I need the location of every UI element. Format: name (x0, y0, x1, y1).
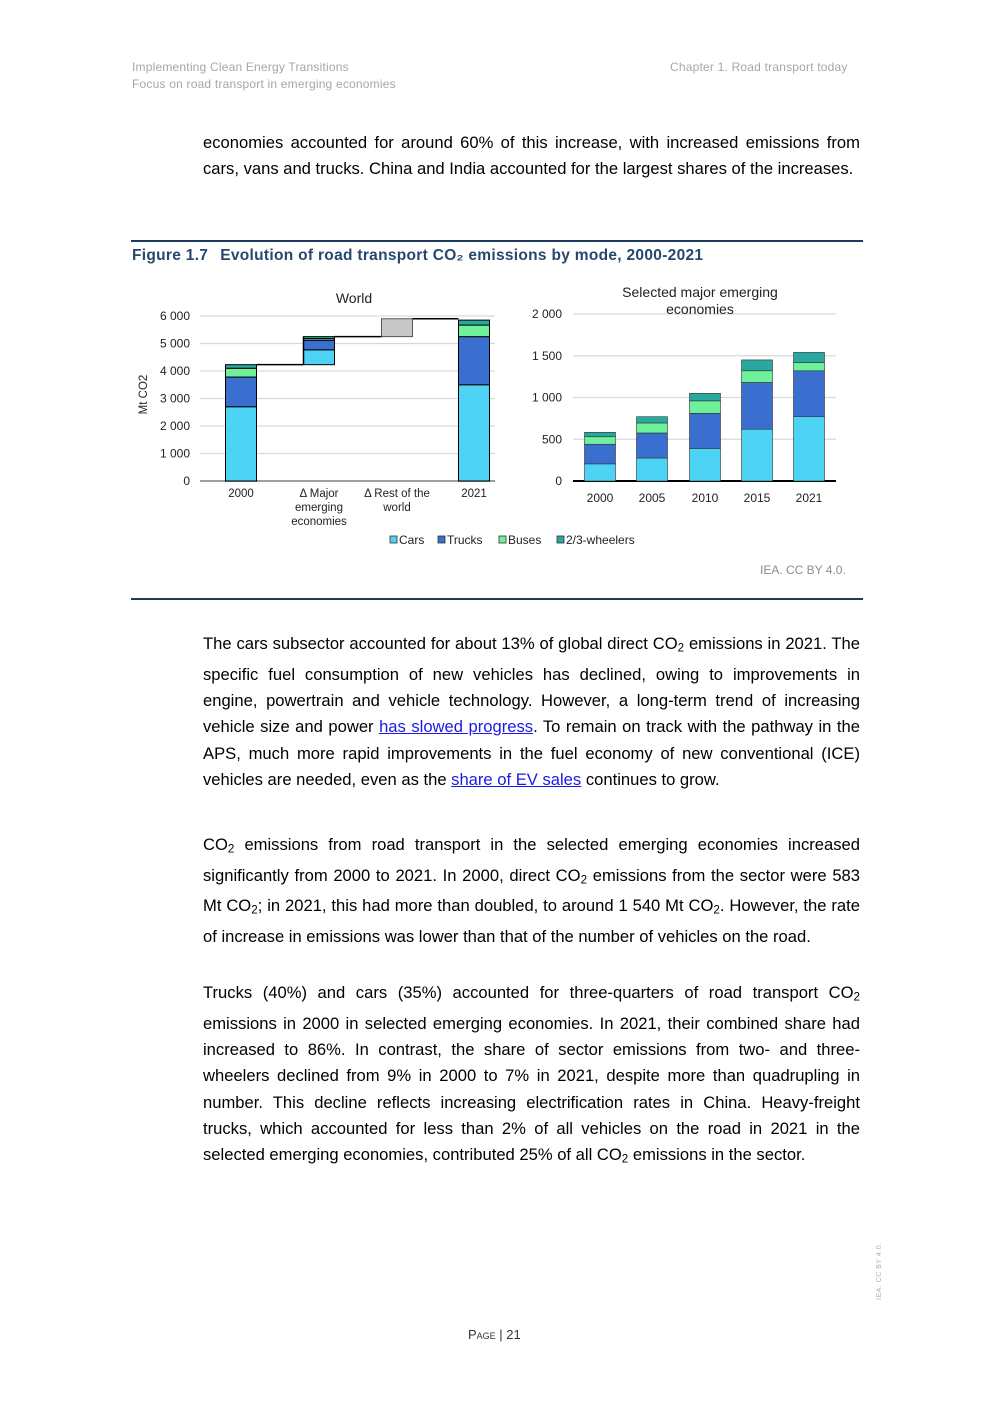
world-ytick-label: 0 (183, 474, 190, 488)
eme-bar-2005-buses (637, 423, 668, 433)
p2-sub2: 2 (580, 872, 588, 886)
eme-chart-title: economies (666, 301, 734, 317)
eme-ytick-label: 1 500 (531, 348, 562, 363)
eme-bar-2000-cars (585, 464, 616, 481)
eme-bar-2021-buses (794, 362, 825, 370)
p3-text-c: emissions in the sector. (628, 1145, 806, 1165)
link-has-slowed-progress[interactable]: has slowed progress (379, 717, 534, 737)
eme-ytick-label: 2 000 (531, 307, 562, 321)
figure-credit: IEA. CC BY 4.0. (760, 563, 846, 577)
eme-bar-2010-cars (690, 448, 721, 481)
world-ytick-label: 6 000 (159, 309, 190, 323)
header-chapter: Chapter 1. Road transport today (670, 60, 848, 74)
p2-text-e: . However, the rate of increase in emissions was lower than that of the number of vehicles on the road. (203, 896, 860, 946)
eme-bar-2010-2-3-wheelers (690, 393, 721, 401)
eme-chart-title: Selected major emerging (622, 284, 778, 300)
eme-xtick-label: 2015 (743, 491, 771, 505)
page-number-value: 21 (506, 1327, 521, 1342)
paragraph-cars (203, 631, 860, 793)
world-bar-2000-2-3-wheelers (226, 365, 257, 369)
eme-bar-2005-cars (637, 458, 668, 481)
eme-ytick-label: 0 (555, 474, 562, 488)
legend-label: Trucks (447, 533, 483, 547)
world-bar-2000-trucks (226, 377, 257, 407)
world-ytick-label: 3 000 (159, 391, 190, 406)
p3-sub2: 2 (621, 1152, 629, 1166)
eme-bar-2015-cars (742, 429, 773, 481)
p2-text-c: emissions from the sector were 583 Mt CO (203, 865, 861, 916)
emissions-chart (0, 270, 992, 610)
world-chart-title: World (335, 290, 373, 306)
side-credit: IEA. CC BY 4.0. (876, 1242, 883, 1300)
p2-text-b: emissions from road transport in the selected emerging economies increased significantly from 2000 to 2021. In 2000, direct CO (203, 835, 860, 885)
p1-text-a: The cars subsector accounted for about 13% of global direct CO (203, 634, 678, 653)
paragraph-trucks-cars (203, 980, 860, 1173)
world-xtick-label: economies (291, 516, 347, 528)
header-report-title: Implementing Clean Energy Transitions (132, 60, 349, 74)
figure-title (132, 247, 703, 265)
link-share-of-ev-sales[interactable]: share of EV sales (451, 769, 582, 789)
p2-sub4: 2 (713, 903, 720, 917)
legend-swatch-buses (499, 536, 506, 543)
world-yaxis-label: Mt CO2 (138, 374, 150, 415)
p2-sub3: 2 (251, 903, 258, 917)
legend-swatch-cars (390, 536, 397, 543)
world-ytick-label: 2 000 (159, 419, 190, 433)
eme-bar-2021-cars (794, 417, 825, 481)
legend-swatch-2-3-wheelers (557, 536, 564, 543)
figure-caption: Evolution of road transport CO₂ emissions by mode, 2000-2021 (220, 247, 704, 264)
world-bar-delta-emerging-cars (304, 350, 335, 365)
chart-legend (390, 533, 635, 547)
figure-top-rule (131, 240, 863, 242)
legend-swatch-trucks (438, 536, 445, 543)
p3-text-b: emissions in 2000 in selected emerging economies. In 2021, their combined share had increased to 86%. In contrast, the share of sector emissions from two- and three-wheelers declined from 9% in 2000 to 7% in 2021, despite more than quadrupling in number. This decline reflects increasing electrification rates in China. Heavy-freight trucks, which accounted for less than 2% of all vehicles on the road in 2021 in the selected emerging economies, contributed 25% of all CO (203, 1013, 860, 1165)
world-ytick-label: 5 000 (159, 336, 190, 351)
world-bar-2000-buses (226, 368, 257, 377)
eme-bar-2021-trucks (794, 371, 825, 417)
p1-text-d: continues to grow. (581, 769, 720, 789)
world-bar-2021-buses (459, 325, 490, 337)
page-number: Page | 21 (468, 1327, 521, 1342)
world-ytick-label: 1 000 (159, 446, 190, 461)
p1-text-b: emissions in 2021. The specific fuel consumption of new vehicles has declined, owing to improvements in engine, powertrain and vehicle technology. However, a long-term trend of increasing vehicle size and power (203, 634, 860, 737)
world-bar-2021-2-3-wheelers (459, 320, 490, 325)
world-bar-2021-trucks (459, 337, 490, 385)
p1-sub: 2 (677, 641, 685, 655)
world-chart (138, 290, 495, 528)
paragraph-emerging-emissions (203, 832, 860, 950)
p3-sub1: 2 (853, 990, 860, 1004)
eme-bar-2021-2-3-wheelers (794, 352, 825, 362)
world-xtick-label: 2000 (228, 488, 254, 500)
eme-xtick-label: 2005 (638, 491, 666, 505)
eme-bar-2000-trucks (585, 444, 616, 464)
legend-label: Buses (508, 533, 542, 547)
figure-bottom-rule (131, 598, 863, 600)
world-xtick-label: 2021 (461, 488, 487, 500)
figure-number: Figure 1.7 (132, 247, 209, 264)
world-xtick-label: emerging (295, 502, 343, 514)
eme-xtick-label: 2010 (691, 491, 719, 505)
world-bar-delta-emerging-trucks (304, 340, 335, 350)
world-bar-2021-cars (459, 385, 490, 481)
intro-paragraph-text: economies accounted for around 60% of this increase, with increased emissions from cars, vans and trucks. China and India accounted for the largest shares of the increases. (203, 133, 860, 179)
legend-label: 2/3-wheelers (566, 533, 635, 547)
world-ytick-label: 4 000 (159, 364, 190, 378)
eme-bar-2005-trucks (637, 433, 668, 458)
header-report-subtitle: Focus on road transport in emerging economies (132, 77, 396, 91)
world-bar-2000-cars (226, 407, 257, 481)
eme-bar-2000-buses (585, 437, 616, 445)
eme-ytick-label: 500 (541, 432, 562, 447)
eme-bar-2010-buses (690, 401, 721, 414)
p1-text-c: . To remain on track with the pathway in the APS, much more rapid improvements in the fuel economy of new conventional (ICE) vehicles are needed, even as the (203, 717, 860, 789)
world-bar-delta-rest-of-world (382, 319, 413, 337)
eme-bar-2015-trucks (742, 382, 773, 429)
eme-bar-2010-trucks (690, 413, 721, 448)
world-bar-delta-emerging-2-3-wheelers (304, 337, 335, 339)
eme-bar-2005-2-3-wheelers (637, 417, 668, 423)
eme-bar-2015-2-3-wheelers (742, 360, 773, 371)
eme-bar-2000-2-3-wheelers (585, 432, 616, 436)
p3-text-a: Trucks (40%) and cars (35%) accounted for three-quarters of road transport CO (203, 983, 854, 1002)
page-label: Page (468, 1327, 496, 1342)
eme-ytick-label: 1 000 (531, 390, 562, 405)
p2-text-d: ; in 2021, this had more than doubled, to around 1 540 Mt CO (257, 896, 714, 916)
eme-bar-2015-buses (742, 371, 773, 383)
p2-sub1: 2 (227, 842, 235, 856)
emerging-economies-chart (532, 284, 836, 505)
world-xtick-label: world (383, 502, 411, 514)
eme-xtick-label: 2021 (795, 491, 823, 505)
intro-paragraph (203, 130, 860, 183)
world-xtick-label: Δ Rest of the (364, 488, 430, 500)
p2-text-a: CO (203, 835, 228, 854)
legend-label: Cars (399, 533, 425, 547)
world-xtick-label: Δ Major (299, 488, 339, 500)
eme-xtick-label: 2000 (586, 491, 614, 505)
